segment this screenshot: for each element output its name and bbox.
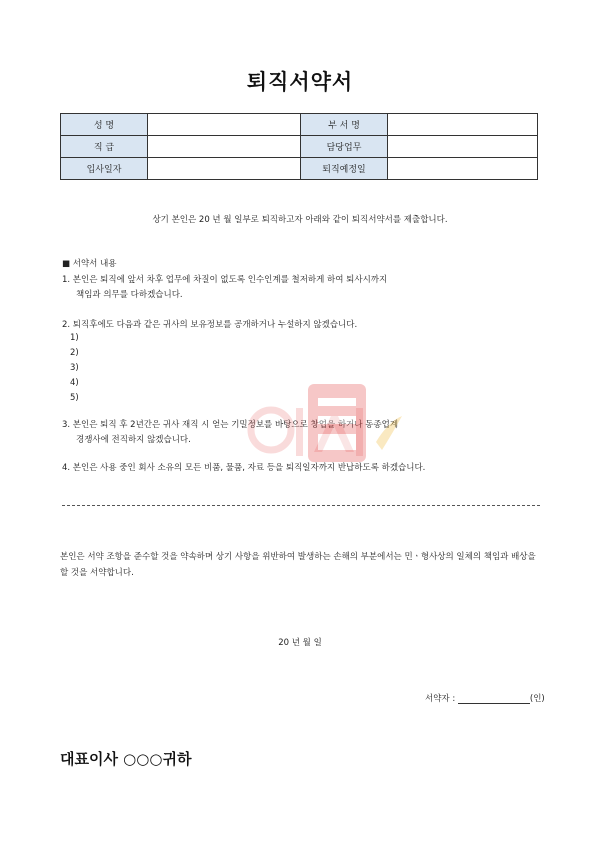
closing-statement: 본인은 서약 조항을 준수할 것을 약속하며 상기 사항을 위반하여 발생하는 손해의 부분에서는 민ㆍ형사상의 일체의 책임과 배상을 할 것을 서약합니다. xyxy=(60,552,536,578)
intro-statement: 상기 본인은 20 년 월 일부로 퇴직하고자 아래와 같이 퇴직서약서를 제출합니다. xyxy=(152,215,448,225)
table-row xyxy=(61,158,538,180)
position-field[interactable] xyxy=(148,136,301,158)
divider xyxy=(62,505,540,506)
sub-item-3: 3) xyxy=(70,363,79,373)
position-label: 직 급 xyxy=(61,136,148,158)
signature-field[interactable] xyxy=(458,694,530,704)
hire-date-label: 입사일자 xyxy=(61,158,148,180)
hire-date-field[interactable] xyxy=(148,158,301,180)
duty-field[interactable] xyxy=(388,136,538,158)
seal-mark: (인) xyxy=(529,694,545,704)
sub-item-2: 2) xyxy=(70,348,79,358)
table-row xyxy=(61,114,538,136)
info-table xyxy=(60,113,538,180)
sub-item-4: 4) xyxy=(70,378,79,388)
signer-line xyxy=(425,692,545,704)
department-field[interactable] xyxy=(388,114,538,136)
table-row xyxy=(61,136,538,158)
date-line: 20 년 월 일 xyxy=(278,638,322,648)
pledge-item-3: 3. 본인은 퇴직 후 2년간은 귀사 재직 시 얻는 기밀정보를 바탕으로 창업을 하거나 동종업계 xyxy=(62,420,399,430)
pledge-item-3-cont: 경쟁사에 전직하지 않겠습니다. xyxy=(76,435,191,445)
sub-item-5: 5) xyxy=(70,393,79,403)
sub-item-1: 1) xyxy=(70,333,79,343)
department-label: 부 서 명 xyxy=(301,114,388,136)
pledge-item-2: 2. 퇴직후에도 다음과 같은 귀사의 보유정보를 공개하거나 누설하지 않겠습니다. xyxy=(62,320,358,330)
addressee: 대표이사 ○○○귀하 xyxy=(60,750,192,768)
pledge-heading: ■ 서약서 내용 xyxy=(62,259,117,269)
resign-date-label: 퇴직예정일 xyxy=(301,158,388,180)
duty-label: 담당업무 xyxy=(301,136,388,158)
pledge-item-1: 1. 본인은 퇴직에 앞서 차후 업무에 차질이 없도록 인수인계를 철저하게 하여 퇴사시까지 xyxy=(62,275,388,285)
name-field[interactable] xyxy=(148,114,301,136)
signer-label: 서약자 : xyxy=(425,694,456,704)
resign-date-field[interactable] xyxy=(388,158,538,180)
pledge-item-1-cont: 책임과 의무를 다하겠습니다. xyxy=(76,290,183,300)
pledge-item-4: 4. 본인은 사용 중인 회사 소유의 모든 비품, 물품, 자료 등을 퇴직일자까지 반납하도록 하겠습니다. xyxy=(62,463,426,473)
document-title: 퇴직서약서 xyxy=(246,70,354,94)
name-label: 성 명 xyxy=(61,114,148,136)
